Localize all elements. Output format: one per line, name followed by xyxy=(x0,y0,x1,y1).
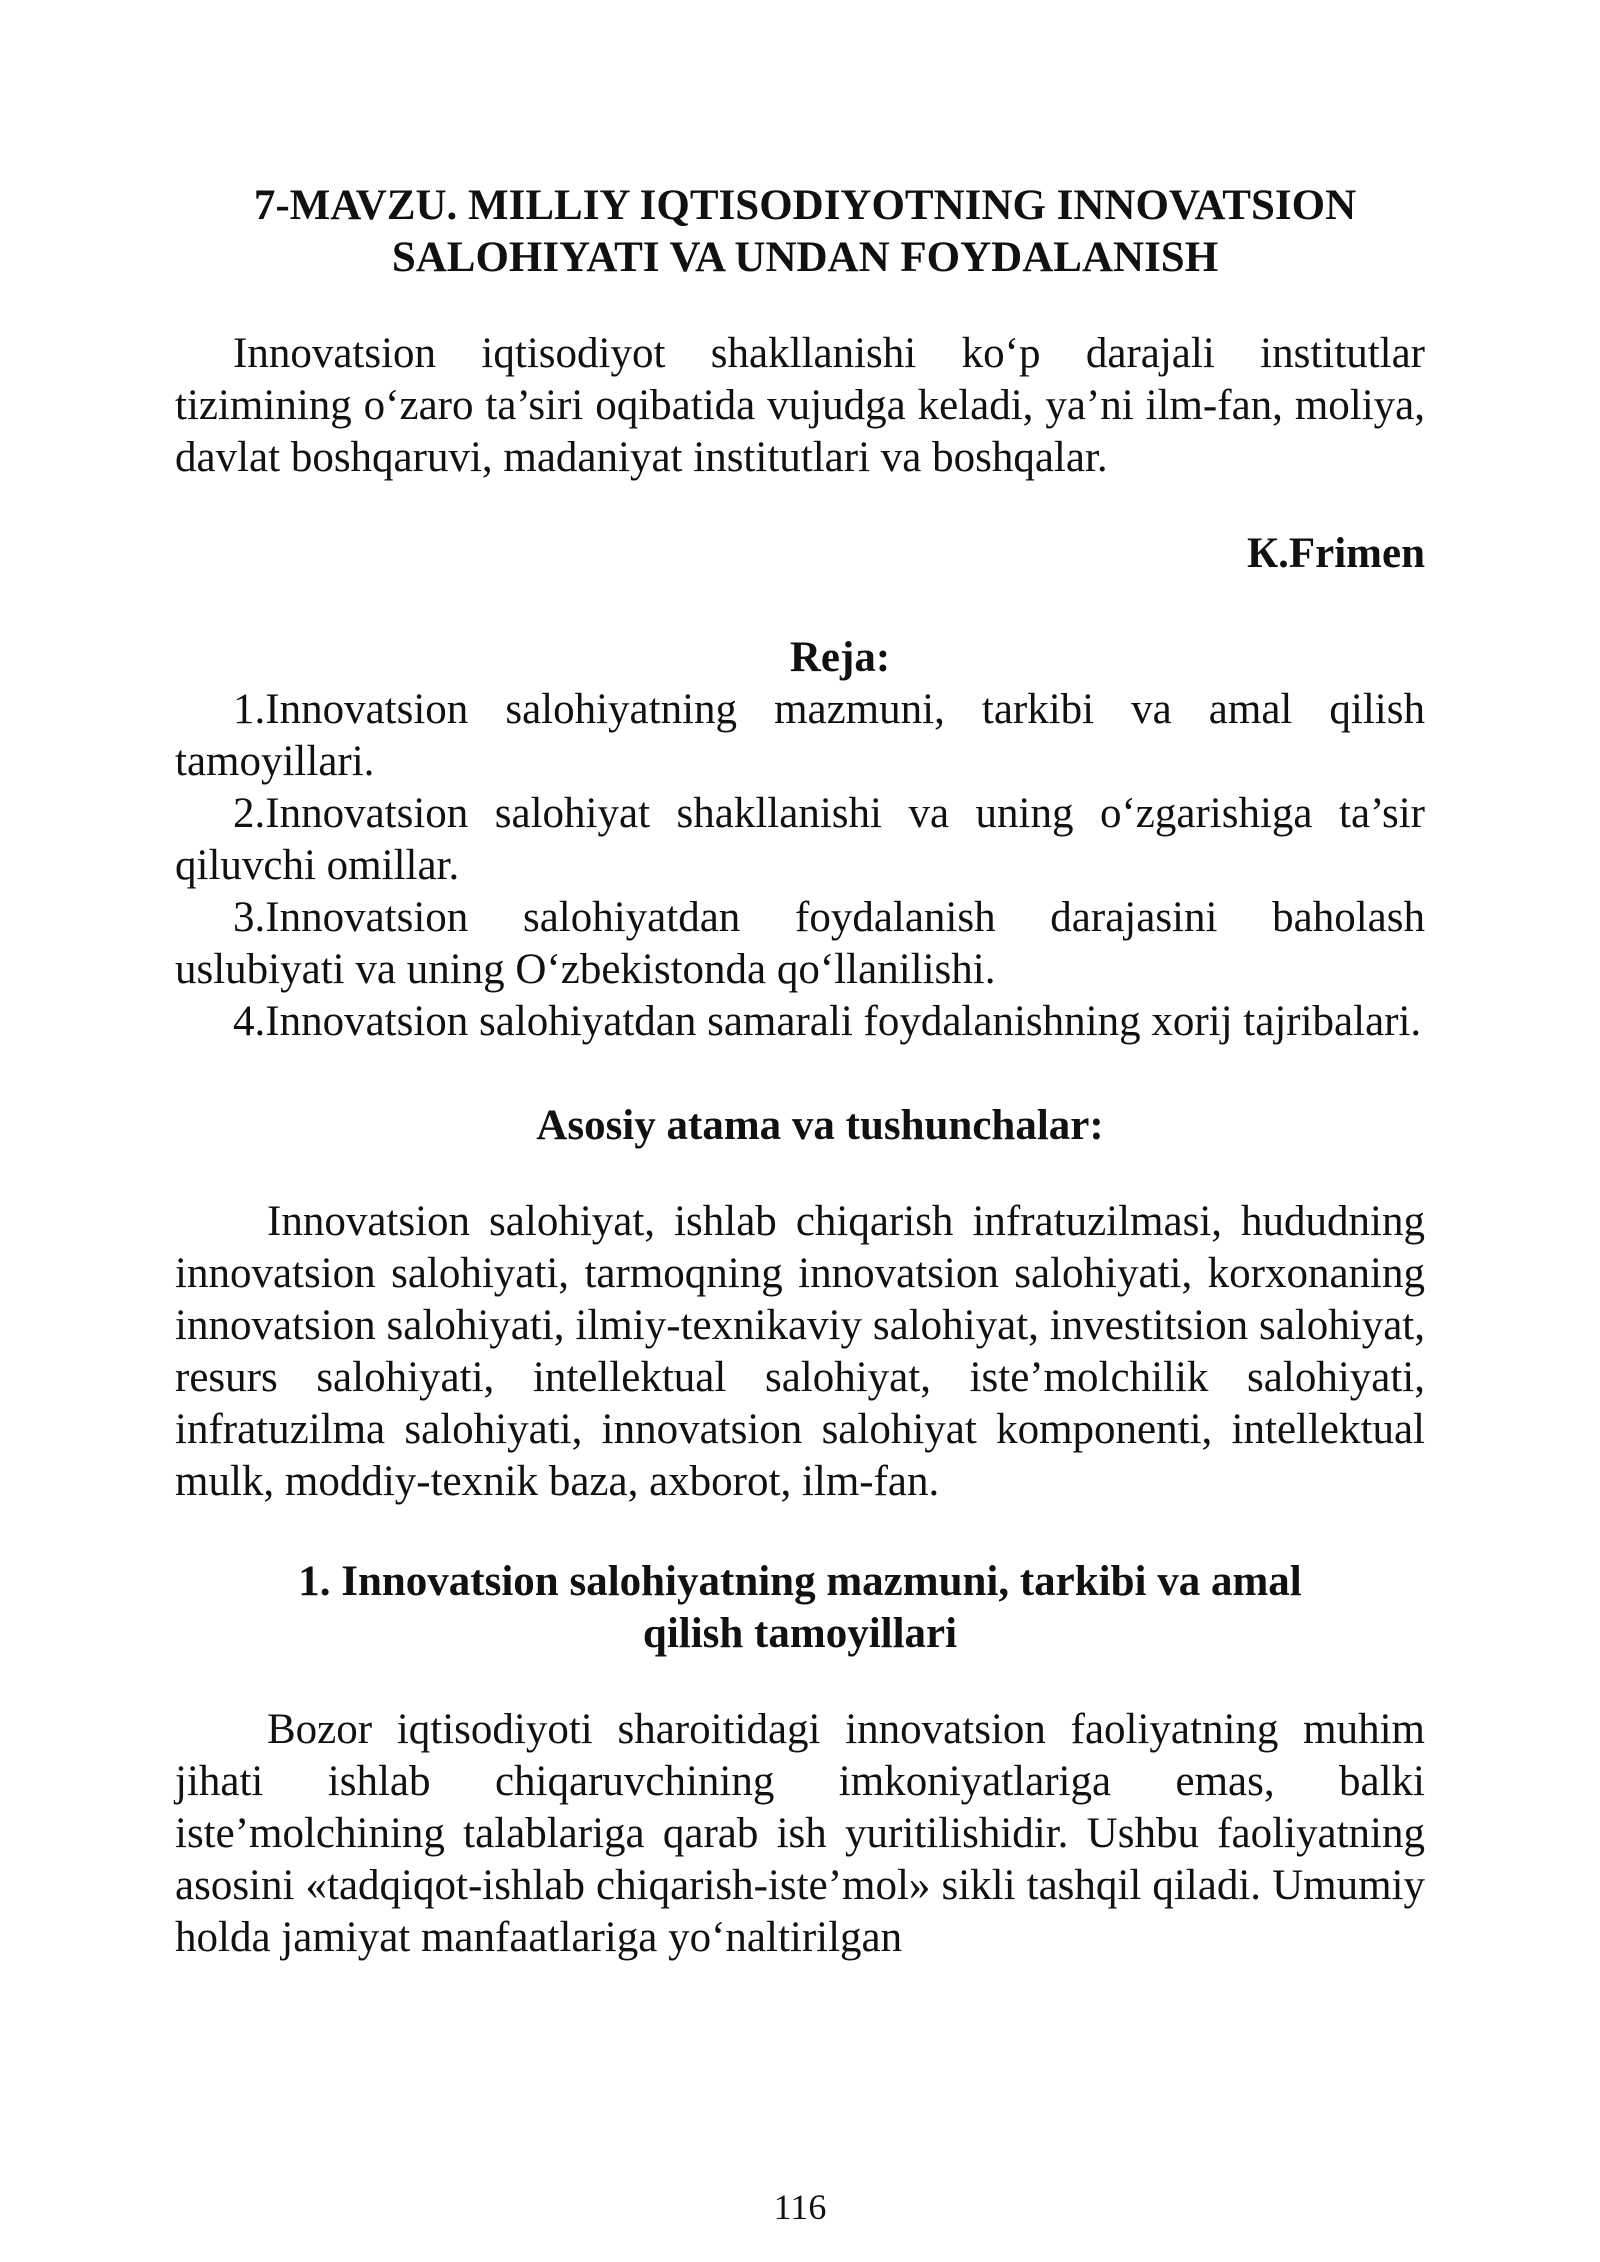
plan-item-1 xyxy=(175,684,1425,788)
plan-item-number: 1. xyxy=(233,686,266,733)
document-page xyxy=(175,180,1425,1964)
section-1-heading-line-1: 1. Innovatsion salohiyatning mazmuni, tarkibi va amal xyxy=(298,1558,1302,1605)
plan-item-number: 3. xyxy=(233,894,266,941)
plan-item-text: Innovatsion salohiyat shakllanishi va uning o‘zgarishiga ta’sir qiluvchi omillar. xyxy=(175,790,1425,889)
chapter-title-line-2: SALOHIYATI VA UNDAN FOYDALANISH xyxy=(391,234,1219,281)
key-terms-paragraph: Innovatsion salohiyat, ishlab chiqarish infratuzilmasi, hududning innovatsion salohiyati, tarmoqning innovatsion salohiyati, korxonaning innovatsion salohiyati, ilmiy-texnikaviy salohiyat, investitsion salohiyat, resurs salohiyati, intellektual salohiyat, iste’molchilik salohiyati, infratuzilma salohiyati, innovatsion salohiyat komponenti, intellektual mulk, moddiy-texnik baza, axborot, ilm-fan. xyxy=(175,1198,1425,1505)
plan-item-number: 4. xyxy=(233,998,266,1045)
epigraph-author: К.Frimen xyxy=(1246,530,1425,577)
plan-item-text: Innovatsion salohiyatdan samarali foydalanishning xorij tajribalari. xyxy=(265,998,1422,1045)
section-1-paragraph: Bozor iqtisodiyoti sharoitidagi innovatsion faoliyatning muhim jihati ishlab chiqaruvchining imkoniyatlariga emas, balki iste’molchining talablariga qarab ish yuritilishidir. Ushbu faoliyatning asosini «tadqiqot-ishlab chiqarish-iste’mol» sikli tashqil qiladi. Umumiy holda jamiyat manfaatlariga yo‘naltirilgan xyxy=(175,1706,1425,1961)
chapter-title-line-1: 7-MAVZU. MILLIY IQTISODIYOTNING INNOVATSION xyxy=(253,182,1357,229)
plan-heading: Reja: xyxy=(789,634,891,681)
section-1-heading-line-2: qilish tamoyillari xyxy=(642,1610,958,1657)
plan-item-number: 2. xyxy=(233,790,266,837)
page-number: 116 xyxy=(773,2187,827,2227)
plan-item-3 xyxy=(175,892,1425,996)
plan-item-text: Innovatsion salohiyatning mazmuni, tarkibi va amal qilish tamoyillari. xyxy=(175,686,1425,785)
plan-item-4 xyxy=(175,996,1425,1048)
chapter-title xyxy=(175,180,1425,284)
key-terms-heading: Asosiy atama va tushunchalar: xyxy=(536,1102,1104,1149)
plan-list xyxy=(175,684,1425,1048)
plan-item-2 xyxy=(175,788,1425,892)
epigraph-quote: Innovatsion iqtisodiyot shakllanishi ko‘p darajali institutlar tizimining o‘zaro ta’siri oqibatida vujudga keladi, ya’ni ilm-fan, moliya, davlat boshqaruvi, madaniyat institutlari va boshqalar. xyxy=(175,330,1425,481)
plan-item-text: Innovatsion salohiyatdan foydalanish darajasini baholash uslubiyati va uning O‘zbekistonda qo‘llanilishi. xyxy=(175,894,1425,993)
section-1-heading xyxy=(175,1556,1425,1660)
